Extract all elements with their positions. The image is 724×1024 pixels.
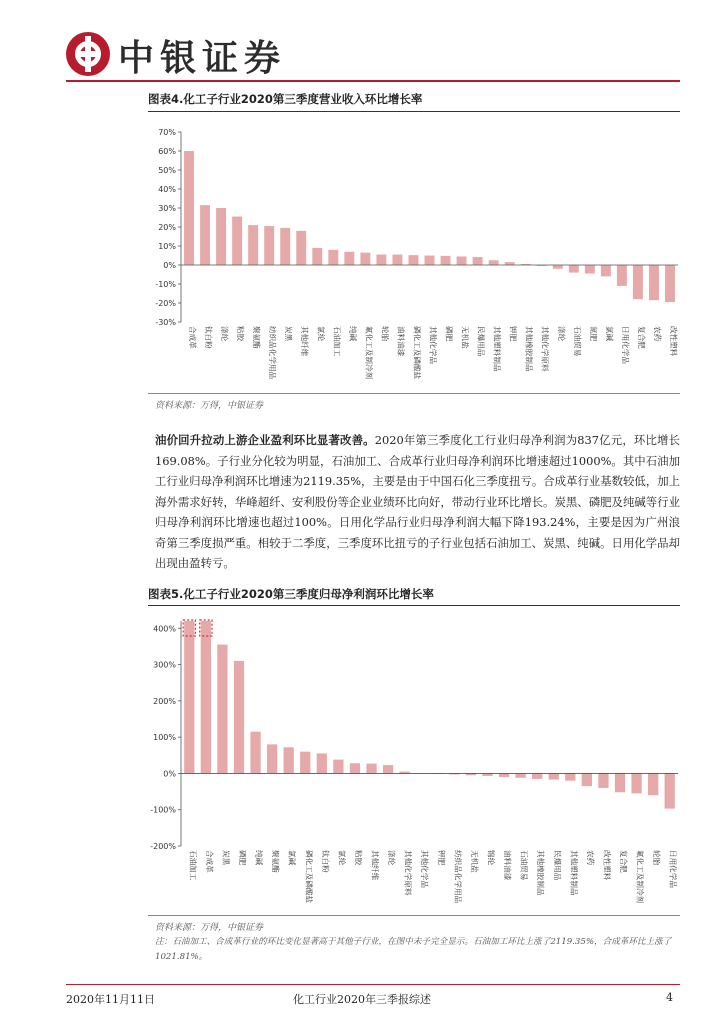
- bar: [366, 764, 376, 774]
- fig5-note: 注：石油加工、合成革行业的环比变化显著高于其他子行业，在图中未予完全显示。石油加工环比上涨了2119.35%，合成革环比上涨了1021.81%。: [155, 937, 672, 962]
- fig5-bottom-rule: [148, 915, 680, 916]
- category-label: 其他化学品: [420, 850, 430, 888]
- category-label: 无机盐: [460, 326, 470, 349]
- category-label: 其他塑料制品: [569, 850, 579, 896]
- fig5-source: 资料来源：万得，中银证券: [155, 923, 264, 933]
- paragraph-lead: 油价回升拉动上游企业盈利环比显著改善。: [155, 433, 375, 447]
- category-label: 轮胎: [652, 850, 662, 866]
- y-tick-label: 20%: [158, 223, 176, 232]
- category-label: 轮胎: [380, 326, 390, 342]
- y-tick-label: 0%: [163, 261, 176, 270]
- y-tick-label: -10%: [155, 280, 176, 289]
- bar: [344, 252, 354, 265]
- bar: [360, 253, 370, 265]
- bar: [376, 255, 386, 265]
- bar: [317, 753, 327, 773]
- category-label: 粘胶: [236, 326, 246, 342]
- bar: [201, 621, 211, 773]
- category-label: 石油贸易: [572, 326, 582, 357]
- category-label: 民爆用品: [552, 850, 562, 881]
- category-label: 改性塑料: [602, 850, 612, 881]
- category-label: 涤纶: [220, 326, 230, 342]
- bar: [392, 255, 402, 265]
- category-label: 石油加工: [332, 326, 342, 357]
- y-tick-label: 40%: [158, 185, 176, 194]
- bar: [549, 773, 559, 779]
- bar: [284, 747, 294, 773]
- bar: [648, 773, 658, 795]
- bar: [565, 773, 575, 780]
- fig4-svg: [148, 112, 680, 392]
- category-label: 氯碱: [287, 850, 297, 866]
- y-tick-label: 200%: [153, 696, 176, 706]
- y-tick-label: 60%: [158, 147, 176, 156]
- boc-logo-icon: [66, 32, 110, 76]
- fig4-title: 图表4.化工子行业2020第三季度营业收入环比增长率: [148, 92, 423, 106]
- category-label: 其他纤维: [370, 850, 380, 881]
- category-label: 磷化工及磷酸盐: [412, 326, 422, 380]
- bar: [350, 763, 360, 773]
- category-label: 合成革: [204, 850, 214, 873]
- y-tick-label: 0%: [163, 769, 176, 779]
- bar: [473, 257, 483, 265]
- bar: [184, 151, 194, 265]
- category-label: 纺织品化学用品: [453, 850, 463, 904]
- bar: [280, 228, 290, 265]
- page-header: [0, 0, 724, 90]
- fig5-chart: [148, 606, 680, 914]
- footer-date: 2020年11月11日: [66, 993, 155, 1006]
- category-label: 其他纤维: [300, 326, 310, 357]
- fig5-svg: [148, 606, 680, 914]
- category-label: 复合肥: [619, 850, 629, 873]
- category-label: 涤纶: [387, 850, 397, 866]
- bar: [499, 773, 509, 777]
- category-label: 涤纶: [556, 326, 566, 342]
- fig4-source: 资料来源：万得，中银证券: [155, 401, 264, 411]
- category-label: 其他化学原料: [540, 326, 550, 372]
- fig4-bottom-rule: [148, 393, 680, 394]
- y-tick-label: 10%: [158, 242, 176, 251]
- bar: [633, 265, 643, 299]
- y-tick-label: -30%: [155, 318, 176, 327]
- category-label: 纯碱: [348, 326, 358, 342]
- category-label: 其他化学原料: [403, 850, 413, 896]
- fig4-chart: [148, 112, 680, 392]
- category-label: 油料油漆: [396, 326, 406, 357]
- bar: [425, 256, 435, 266]
- category-label: 磷化工及磷酸盐: [304, 850, 314, 904]
- bar: [216, 208, 226, 265]
- bar: [232, 217, 242, 265]
- bar: [631, 773, 641, 793]
- category-label: 纯碱: [254, 850, 264, 866]
- bar: [184, 621, 194, 773]
- category-label: 钾肥: [508, 326, 518, 342]
- bar: [585, 265, 595, 274]
- bar: [515, 773, 525, 777]
- category-label: 复合肥: [636, 326, 646, 349]
- bar: [267, 744, 277, 773]
- paragraph-body: 2020年第三季度化工行业归母净利润为837亿元，环比增长169.08%。子行业分化较为明显，石油加工、合成革行业归母净利润环比增速超过1000%。其中石油加工行业归母净利润环比增速为2119.35%，主要是由于中国石化三季度扭亏。合成革行业基数较低，加上海外需求好转，华峰超纤、安利股份等企业业绩环比向好，带动行业环比增长。炭黑、磷肥及纯碱等行业归母净利润环比增速也超过100%。日用化学品行业归母净利润大幅下降193.24%，主要是因为广州浪奇第三季度损严重。相较于二季度，三季度环比扭亏的子行业包括石油加工、炭黑、纯碱。日用化学品却出现由盈转亏。: [155, 433, 680, 570]
- bar: [665, 773, 675, 808]
- category-label: 磷肥: [237, 850, 247, 866]
- bar: [217, 645, 227, 774]
- bar: [408, 255, 418, 265]
- body-paragraph: [155, 430, 680, 574]
- bar: [248, 225, 258, 265]
- y-tick-label: 300%: [153, 660, 176, 670]
- header-divider: [66, 80, 680, 82]
- category-label: 合成革: [188, 326, 198, 349]
- category-label: 农药: [652, 326, 662, 342]
- category-label: 氟化工及制冷剂: [364, 326, 374, 380]
- y-tick-label: 400%: [153, 624, 176, 634]
- bar: [615, 773, 625, 792]
- category-label: 无机盐: [469, 850, 479, 873]
- category-label: 钛白粉: [204, 326, 214, 349]
- category-label: 氯碱: [604, 326, 614, 342]
- bar: [665, 265, 675, 302]
- bar: [441, 256, 451, 265]
- category-label: 其他塑料制品: [492, 326, 502, 372]
- category-label: 其他橡胶制品: [536, 850, 546, 896]
- bar: [300, 752, 310, 774]
- bar: [532, 773, 542, 778]
- category-label: 民爆用品: [476, 326, 486, 357]
- category-label: 粘胶: [353, 850, 363, 866]
- category-label: 锦纶: [486, 850, 496, 866]
- bar: [617, 265, 627, 286]
- footer-divider: [66, 984, 680, 985]
- category-label: 钾肥: [436, 850, 446, 866]
- category-label: 石油加工: [188, 850, 198, 881]
- category-label: 改性塑料: [668, 326, 678, 357]
- category-label: 炭黑: [284, 326, 294, 342]
- brand-name: 中银证券: [118, 38, 287, 79]
- y-tick-label: 100%: [153, 733, 176, 743]
- y-tick-label: -20%: [155, 299, 176, 308]
- y-tick-label: 30%: [158, 204, 176, 213]
- category-label: 农药: [585, 850, 595, 866]
- bar: [234, 661, 244, 774]
- bar: [296, 231, 306, 265]
- bar: [457, 256, 467, 265]
- category-label: 油料油漆: [503, 850, 513, 881]
- footer-title: 化工行业2020年三季报综述: [293, 993, 431, 1006]
- bar: [200, 205, 210, 265]
- category-label: 其他橡胶制品: [524, 326, 534, 372]
- category-label: 炭黑: [221, 850, 231, 866]
- bar: [264, 226, 274, 265]
- category-label: 氯纶: [316, 326, 326, 342]
- bar: [569, 265, 579, 273]
- y-tick-label: 50%: [158, 166, 176, 175]
- bar: [328, 250, 338, 265]
- category-label: 氮肥: [588, 326, 598, 342]
- category-label: 日用化学品: [620, 326, 630, 364]
- category-label: 日用化学品: [668, 850, 678, 888]
- category-label: 钛白粉: [320, 850, 330, 873]
- category-label: 聚氨酯: [252, 326, 262, 349]
- category-label: 磷肥: [444, 326, 454, 342]
- bar: [312, 248, 322, 265]
- bar: [649, 265, 659, 300]
- footer-page-number: 4: [666, 991, 673, 1004]
- category-label: 氟化工及制冷剂: [635, 850, 645, 904]
- bar: [250, 732, 260, 774]
- bar: [601, 265, 611, 276]
- y-tick-label: 70%: [158, 128, 176, 137]
- bar: [553, 265, 563, 269]
- y-tick-label: -200%: [150, 842, 176, 851]
- category-label: 聚氨酯: [271, 850, 281, 873]
- bar: [505, 262, 515, 265]
- category-label: 纺织品化学用品: [268, 326, 278, 380]
- bar: [333, 760, 343, 774]
- bar: [489, 260, 499, 265]
- bar: [582, 773, 592, 786]
- bar: [383, 765, 393, 773]
- category-label: 石油贸易: [519, 850, 529, 881]
- category-label: 氯纶: [337, 850, 347, 866]
- bar: [598, 773, 608, 788]
- y-tick-label: -100%: [150, 805, 176, 815]
- category-label: 其他化学品: [428, 326, 438, 364]
- fig5-title: 图表5.化工子行业2020第三季度归母净利润环比增长率: [148, 587, 434, 601]
